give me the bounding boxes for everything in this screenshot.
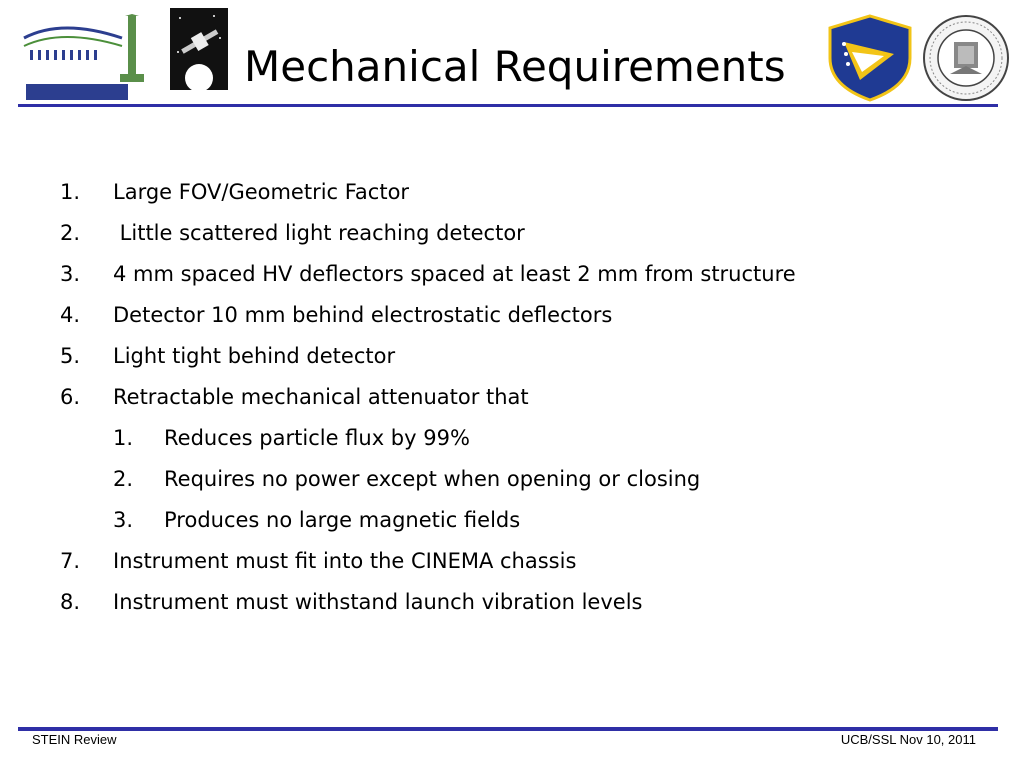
subitem-text: Produces no large magnetic fields <box>164 508 521 532</box>
item-text: Instrument must fit into the CINEMA chassis <box>113 549 577 573</box>
item-number: 4. <box>60 303 81 327</box>
subitem-number: 1. <box>113 426 134 450</box>
subitem-number: 3. <box>113 508 134 532</box>
item-text: Instrument must withstand launch vibration levels <box>113 590 643 614</box>
item-text: Light tight behind detector <box>113 344 396 368</box>
item-text: Little scattered light reaching detector <box>113 221 525 245</box>
ssl-logo-graphic <box>170 8 228 104</box>
title-divider <box>18 104 998 107</box>
slide-title: Mechanical Requirements <box>244 42 786 91</box>
item-text: Large FOV/Geometric Factor <box>113 180 410 204</box>
subitem-number: 2. <box>113 467 134 491</box>
item-number: 1. <box>60 180 81 204</box>
uc-seal <box>922 12 1010 104</box>
footer-right-text: UCB/SSL Nov 10, 2011 <box>840 732 976 747</box>
item-number: 5. <box>60 344 81 368</box>
item-number: 7. <box>60 549 81 573</box>
subitem-text: Requires no power except when opening or closing <box>164 467 701 491</box>
berkeley-lab-logo <box>22 14 160 104</box>
footer-left-text: STEIN Review <box>32 732 117 747</box>
item-number: 6. <box>60 385 81 409</box>
afrl-logo <box>824 14 916 102</box>
item-number: 3. <box>60 262 81 286</box>
footer-divider <box>18 727 998 731</box>
item-text: 4 mm spaced HV deflectors spaced at least 2 mm from structure <box>113 262 796 286</box>
uc-seal-graphic <box>922 12 1010 104</box>
item-text: Detector 10 mm behind electrostatic deflectors <box>113 303 613 327</box>
subitem-text: Reduces particle flux by 99% <box>164 426 470 450</box>
afrl-shield-graphic <box>824 14 916 102</box>
ssl-logo <box>170 8 228 104</box>
item-number: 8. <box>60 590 81 614</box>
item-number: 2. <box>60 221 81 245</box>
berkeley-lab-logo-graphic <box>22 14 160 104</box>
item-text: Retractable mechanical attenuator that <box>113 385 529 409</box>
